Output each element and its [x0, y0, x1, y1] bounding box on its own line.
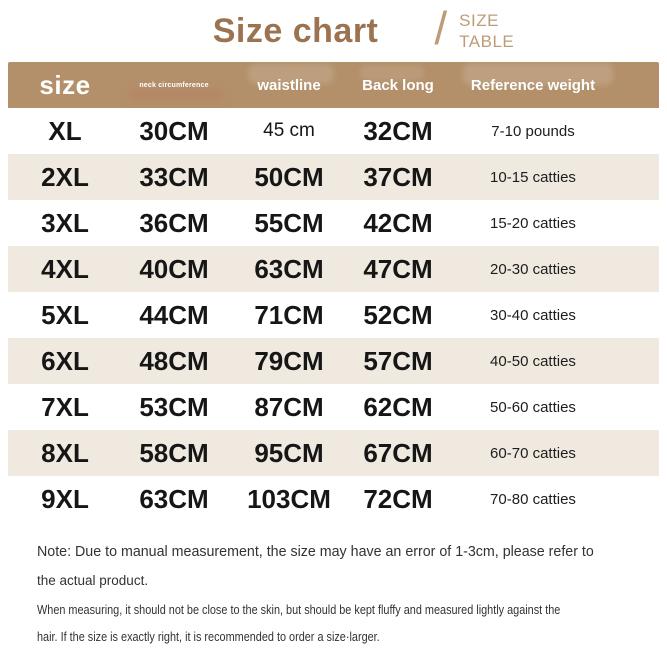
waistline-cell: 50CM — [254, 161, 324, 192]
back-long-cell: 32CM — [363, 115, 433, 146]
table-row — [8, 246, 659, 292]
neck-cell: 33CM — [139, 161, 209, 192]
neck-cell: 36CM — [139, 207, 209, 238]
neck-cell: 53CM — [139, 391, 209, 422]
table-row — [8, 292, 659, 338]
back-long-cell: 67CM — [363, 437, 433, 468]
note-line-3: When measuring, it should not be close to the skin, but should be kept fluffy and measured lightly against the — [37, 603, 561, 617]
table-row — [8, 200, 659, 246]
table-row — [8, 338, 659, 384]
header-neck-circumference: neck circumference — [139, 81, 209, 89]
header-reference-weight: Reference weight — [470, 76, 596, 94]
table-row — [8, 384, 659, 430]
subtitle-line-1: SIZE — [459, 10, 499, 30]
notes-section — [37, 543, 667, 644]
neck-cell: 30CM — [139, 115, 209, 146]
back-long-cell: 52CM — [363, 299, 433, 330]
back-long-cell: 62CM — [363, 391, 433, 422]
back-long-cell: 57CM — [363, 345, 433, 376]
back-long-cell: 37CM — [363, 161, 433, 192]
table-header-row — [8, 62, 659, 108]
page-title: Size chart — [212, 11, 379, 50]
header-size: size — [39, 69, 91, 100]
weight-cell: 40-50 catties — [490, 352, 576, 370]
size-cell: 7XL — [41, 391, 89, 422]
back-long-cell: 47CM — [363, 253, 433, 284]
weight-cell: 10-15 catties — [490, 168, 576, 186]
weight-cell: 15-20 catties — [490, 214, 576, 232]
size-cell: 8XL — [41, 437, 89, 468]
back-long-cell: 42CM — [363, 207, 433, 238]
weight-cell: 60-70 catties — [490, 444, 576, 462]
note-line-1: Note: Due to manual measurement, the size may have an error of 1-3cm, please refer to — [37, 543, 594, 560]
table-row — [8, 108, 659, 154]
neck-cell: 40CM — [139, 253, 209, 284]
back-long-cell: 72CM — [363, 483, 433, 514]
neck-cell: 63CM — [139, 483, 209, 514]
waistline-cell: 103CM — [247, 483, 331, 514]
waistline-cell: 45 cm — [263, 120, 315, 141]
waistline-cell: 79CM — [254, 345, 324, 376]
size-cell: 4XL — [41, 253, 89, 284]
waistline-cell: 55CM — [254, 207, 324, 238]
header-waistline: waistline — [257, 76, 321, 94]
waistline-cell: 71CM — [254, 299, 324, 330]
waistline-cell: 63CM — [254, 253, 324, 284]
neck-cell: 58CM — [139, 437, 209, 468]
weight-cell: 50-60 catties — [490, 398, 576, 416]
header-overlay-artifact — [128, 88, 224, 102]
waistline-cell: 95CM — [254, 437, 324, 468]
weight-cell: 7-10 pounds — [491, 122, 575, 140]
size-cell: 3XL — [41, 207, 89, 238]
header-back-long: Back long — [362, 76, 434, 94]
note-line-2: the actual product. — [37, 573, 149, 588]
weight-cell: 20-30 catties — [490, 260, 576, 278]
waistline-cell: 87CM — [254, 391, 324, 422]
title-row — [0, 0, 667, 62]
size-cell: 6XL — [41, 345, 89, 376]
table-row — [8, 154, 659, 200]
title-group — [212, 2, 515, 55]
subtitle-line-2: TABLE — [459, 32, 515, 51]
title-subtitle — [459, 10, 514, 53]
table-row — [8, 476, 659, 522]
weight-cell: 70-80 catties — [490, 490, 576, 508]
title-slash-divider: / — [434, 2, 448, 55]
note-line-4: hair. If the size is exactly right, it is recommended to order a size·larger. — [37, 630, 380, 644]
neck-cell: 44CM — [139, 299, 209, 330]
neck-cell: 48CM — [139, 345, 209, 376]
size-cell: 5XL — [41, 299, 89, 330]
size-cell: 9XL — [41, 483, 89, 514]
size-cell: 2XL — [41, 161, 89, 192]
size-table — [8, 62, 659, 522]
weight-cell: 30-40 catties — [490, 306, 576, 324]
table-row — [8, 430, 659, 476]
size-cell: XL — [48, 115, 82, 146]
